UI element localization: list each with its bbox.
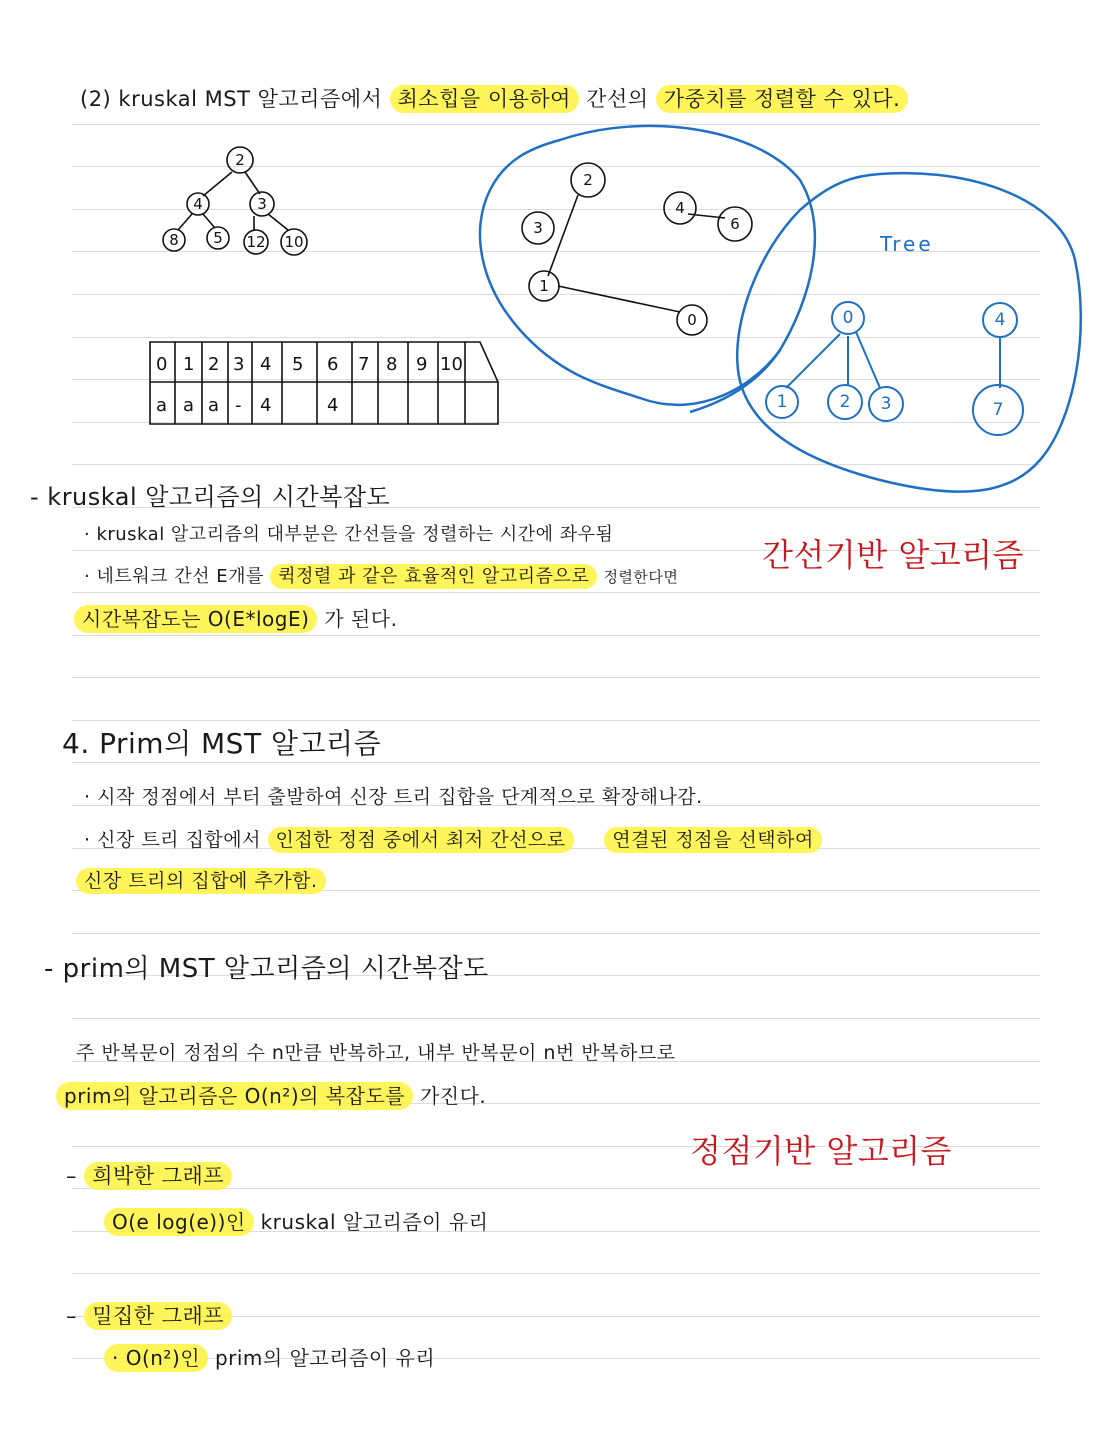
array-index: 0 [156, 354, 168, 375]
forest-node-label: 2 [583, 171, 593, 189]
dense-graph-heading [66, 1300, 232, 1330]
forest-node-label: 4 [675, 199, 685, 217]
array-index: 4 [260, 354, 272, 375]
prim-bullet-1: · 시작 정점에서 부터 출발하여 신장 트리 집합을 단계적으로 확장해나감. [84, 786, 703, 808]
tree-node-label: 1 [776, 392, 788, 412]
highlight-prim-order: · O(n²)인 [104, 1344, 208, 1372]
tree-node-label: 4 [994, 310, 1006, 330]
heap-node-label: 12 [246, 233, 266, 251]
tree-label: Tree [880, 232, 934, 256]
highlight-kruskal-order: O(e log(e))인 [104, 1208, 254, 1236]
highlight-min-heap: 최소힙을 이용하여 [390, 85, 579, 113]
kruskal-complexity-heading: - kruskal 알고리즘의 시간복잡도 [30, 483, 391, 511]
intro-line [80, 83, 908, 113]
edge-based-note: 간선기반 알고리즘 [762, 536, 1024, 574]
sparse-graph-bullet-suffix: kruskal 알고리즘이 유리 [260, 1210, 489, 1234]
tree-node-label: 0 [842, 308, 854, 328]
array-value: - [235, 395, 242, 416]
array-index: 6 [327, 354, 339, 375]
array-index: 8 [386, 354, 398, 375]
array-index: 9 [416, 354, 428, 375]
tree-node-label: 3 [880, 394, 892, 414]
prim-bullet-2-prefix: · 신장 트리 집합에서 [84, 829, 261, 851]
highlight-prim-complexity: prim의 알고리즘은 O(n²)의 복잡도를 [56, 1082, 413, 1110]
kruskal-bullet-1: · kruskal 알고리즘의 대부분은 간선들을 정렬하는 시간에 좌우됨 [84, 524, 614, 545]
intro-prefix: (2) kruskal MST 알고리즘에서 [80, 87, 383, 111]
array-index: 7 [358, 354, 370, 375]
forest-labels [533, 171, 740, 329]
highlight-weight-sort: 가중치를 정렬할 수 있다. [656, 85, 909, 113]
array-value: a [156, 395, 168, 416]
kruskal-bullet-2-prefix: · 네트워크 간선 E개를 [84, 566, 264, 587]
forest-diagram [522, 163, 752, 335]
heap-node-label: 3 [257, 195, 267, 213]
sparse-graph-bullet [104, 1206, 489, 1235]
forest-node-label: 3 [533, 219, 543, 237]
kruskal-bullet-3-suffix: 가 된다. [324, 607, 398, 631]
prim-complexity-line-2-suffix: 가진다. [419, 1084, 487, 1108]
prim-heading: 4. Prim의 MST 알고리즘 [62, 727, 382, 760]
array-index: 5 [292, 354, 304, 375]
forest-node-label: 0 [687, 311, 697, 329]
array-value: 4 [260, 395, 272, 416]
prim-bullet-3 [76, 866, 326, 893]
dense-graph-bullet-suffix: prim의 알고리즘이 유리 [214, 1346, 436, 1370]
array-value: a [208, 395, 220, 416]
heap-node-label: 10 [284, 233, 304, 251]
heap-node-label: 2 [235, 151, 245, 169]
array-index: 3 [233, 354, 245, 375]
array-index: 10 [440, 354, 463, 375]
prim-complexity-line-2 [56, 1080, 486, 1109]
highlight-sparse-graph: 희박한 그래프 [84, 1162, 232, 1190]
tree-node-label: 7 [992, 400, 1004, 420]
intro-mid: 간선의 [586, 87, 649, 111]
heap-tree-labels [169, 151, 303, 251]
forest-node-label: 1 [539, 277, 549, 295]
array-index: 1 [183, 354, 195, 375]
array-value: 4 [327, 395, 339, 416]
highlight-kruskal-complexity: 시간복잡도는 O(E*logE) [74, 605, 317, 633]
array-value: a [183, 395, 195, 416]
highlight-quicksort: 퀵정렬 과 같은 효율적인 알고리즘으로 [270, 564, 597, 589]
dash-glyph: – [66, 1164, 77, 1188]
forest-boundary [480, 126, 815, 405]
kruskal-bullet-2-suffix: 정렬한다면 [603, 568, 679, 586]
kruskal-bullet-3 [74, 603, 397, 632]
prim-complexity-line-1: 주 반복문이 정점의 수 n만큼 반복하고, 내부 반복문이 n번 반복하므로 [76, 1042, 676, 1064]
forest-node-label: 6 [730, 215, 740, 233]
heap-node-label: 5 [213, 229, 223, 247]
kruskal-bullet-2 [84, 562, 678, 588]
sparse-graph-heading [66, 1160, 232, 1190]
dash-glyph: – [66, 1304, 77, 1328]
highlight-dense-graph: 밀집한 그래프 [84, 1302, 232, 1330]
array-index: 2 [208, 354, 220, 375]
dense-graph-bullet [104, 1342, 435, 1371]
highlight-select-vertex: 연결된 정점을 선택하여 [604, 827, 822, 853]
prim-bullet-2 [84, 825, 822, 852]
heap-node-label: 4 [193, 195, 203, 213]
vertex-based-note: 정점기반 알고리즘 [690, 1132, 952, 1170]
tree-node-label: 2 [839, 392, 851, 412]
highlight-add-to-tree: 신장 트리의 집합에 추가함. [76, 868, 326, 894]
heap-node-label: 8 [169, 231, 179, 249]
array-values [156, 395, 338, 416]
prim-complexity-heading: - prim의 MST 알고리즘의 시간복잡도 [44, 954, 489, 984]
tree-diagram [766, 302, 1023, 435]
highlight-adjacent-min-edge: 인접한 정점 중에서 최저 간선으로 [268, 827, 574, 853]
